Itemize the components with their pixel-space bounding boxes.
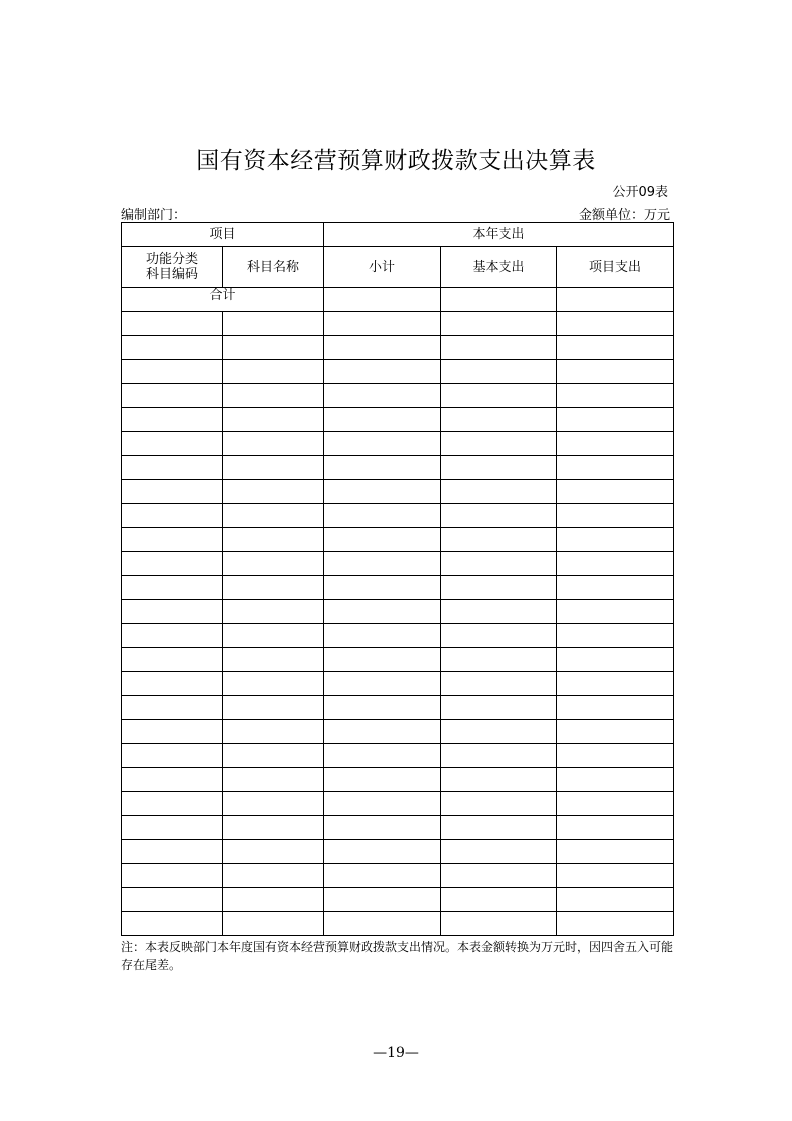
- table-cell: [223, 816, 324, 840]
- table-cell: [441, 864, 557, 888]
- table-cell: [441, 432, 557, 456]
- col-function-code-label: 功能分类 科目编码: [145, 252, 198, 282]
- table-cell: [122, 312, 223, 336]
- table-row: [122, 408, 674, 432]
- total-row: [122, 288, 674, 312]
- table-cell: [324, 840, 441, 864]
- total-label: 合计: [122, 288, 324, 312]
- table-cell: [324, 480, 441, 504]
- table-cell: [557, 696, 674, 720]
- table-cell: [324, 696, 441, 720]
- table-cell: [324, 336, 441, 360]
- table-cell: [324, 312, 441, 336]
- table-cell: [122, 840, 223, 864]
- total-project: [557, 288, 674, 312]
- table-cell: [557, 552, 674, 576]
- table-cell: [441, 504, 557, 528]
- table-cell: [122, 696, 223, 720]
- table-cell: [557, 864, 674, 888]
- footnote: 注：本表反映部门本年度国有资本经营预算财政拨款支出情况。本表金额转换为万元时，因四舍五入可能存在尾差。: [121, 940, 674, 972]
- table-cell: [122, 816, 223, 840]
- table-cell: [441, 648, 557, 672]
- table-cell: [324, 360, 441, 384]
- table-cell: [324, 408, 441, 432]
- table-row: [122, 552, 674, 576]
- table-row: [122, 912, 674, 936]
- table-cell: [557, 576, 674, 600]
- table-cell: [324, 576, 441, 600]
- table-cell: [441, 528, 557, 552]
- table-cell: [122, 504, 223, 528]
- table-row: [122, 768, 674, 792]
- table-cell: [122, 720, 223, 744]
- table-cell: [441, 360, 557, 384]
- table-cell: [441, 576, 557, 600]
- table-row: [122, 528, 674, 552]
- table-cell: [441, 768, 557, 792]
- table-cell: [441, 312, 557, 336]
- table-row: [122, 744, 674, 768]
- table-cell: [223, 840, 324, 864]
- table-cell: [324, 816, 441, 840]
- table-cell: [223, 576, 324, 600]
- col-project: 项目支出: [557, 247, 674, 288]
- table-cell: [223, 888, 324, 912]
- table-row: [122, 816, 674, 840]
- table-row: [122, 360, 674, 384]
- table-cell: [557, 720, 674, 744]
- table-row: [122, 480, 674, 504]
- table-cell: [122, 624, 223, 648]
- header-current-year: 本年支出: [324, 223, 674, 247]
- header-row-1: [122, 223, 674, 247]
- table-cell: [122, 432, 223, 456]
- table-cell: [441, 408, 557, 432]
- table-row: [122, 888, 674, 912]
- table-cell: [441, 672, 557, 696]
- table-row: [122, 792, 674, 816]
- table-cell: [557, 840, 674, 864]
- table-cell: [557, 432, 674, 456]
- table-cell: [557, 672, 674, 696]
- table-cell: [441, 480, 557, 504]
- col-basic: 基本支出: [441, 247, 557, 288]
- table-cell: [441, 912, 557, 936]
- table-cell: [223, 360, 324, 384]
- table-cell: [441, 624, 557, 648]
- table-cell: [324, 504, 441, 528]
- table-cell: [557, 816, 674, 840]
- table-cell: [557, 384, 674, 408]
- table-cell: [122, 888, 223, 912]
- table-cell: [557, 360, 674, 384]
- table-row: [122, 624, 674, 648]
- table-cell: [557, 888, 674, 912]
- header-item: 项目: [122, 223, 324, 247]
- table-cell: [122, 912, 223, 936]
- table-cell: [122, 864, 223, 888]
- department-label: 编制部门：: [121, 208, 187, 223]
- table-cell: [122, 360, 223, 384]
- page-number: —19—: [373, 1045, 419, 1061]
- table-row: [122, 648, 674, 672]
- table-cell: [122, 576, 223, 600]
- table-cell: [441, 720, 557, 744]
- table-cell: [441, 696, 557, 720]
- table-row: [122, 432, 674, 456]
- table-row: [122, 384, 674, 408]
- table-cell: [557, 336, 674, 360]
- table-cell: [324, 456, 441, 480]
- table-cell: [223, 336, 324, 360]
- table-cell: [557, 456, 674, 480]
- table-cell: [324, 528, 441, 552]
- table-cell: [441, 792, 557, 816]
- table-cell: [557, 408, 674, 432]
- table-cell: [324, 384, 441, 408]
- table-cell: [324, 720, 441, 744]
- table-cell: [122, 384, 223, 408]
- table-cell: [557, 504, 674, 528]
- table-cell: [223, 624, 324, 648]
- total-basic: [441, 288, 557, 312]
- table-cell: [324, 672, 441, 696]
- table-cell: [122, 336, 223, 360]
- table-cell: [324, 864, 441, 888]
- table-cell: [223, 912, 324, 936]
- table-cell: [324, 624, 441, 648]
- table-cell: [223, 456, 324, 480]
- table-row: [122, 672, 674, 696]
- table-cell: [557, 792, 674, 816]
- header-row-2: [122, 247, 674, 288]
- table-cell: [223, 528, 324, 552]
- table-cell: [223, 648, 324, 672]
- table-cell: [441, 840, 557, 864]
- expenditure-table: [121, 222, 674, 936]
- table-cell: [122, 792, 223, 816]
- table-cell: [122, 552, 223, 576]
- table-cell: [223, 432, 324, 456]
- table-cell: [324, 552, 441, 576]
- table-cell: [223, 768, 324, 792]
- table-cell: [122, 408, 223, 432]
- table-cell: [122, 480, 223, 504]
- table-cell: [223, 408, 324, 432]
- table-row: [122, 336, 674, 360]
- col-subject-name: 科目名称: [223, 247, 324, 288]
- table-cell: [223, 672, 324, 696]
- table-cell: [441, 384, 557, 408]
- table-cell: [557, 912, 674, 936]
- table-cell: [557, 744, 674, 768]
- table-row: [122, 456, 674, 480]
- table-cell: [324, 744, 441, 768]
- total-subtotal: [324, 288, 441, 312]
- table-cell: [122, 672, 223, 696]
- table-cell: [223, 312, 324, 336]
- table-cell: [557, 624, 674, 648]
- table-row: [122, 312, 674, 336]
- table-cell: [122, 648, 223, 672]
- table-cell: [441, 336, 557, 360]
- table-cell: [122, 528, 223, 552]
- unit-label: 金额单位：万元: [578, 208, 670, 223]
- table-row: [122, 504, 674, 528]
- table-cell: [122, 768, 223, 792]
- table-row: [122, 600, 674, 624]
- table-cell: [324, 768, 441, 792]
- table-cell: [122, 744, 223, 768]
- table-cell: [223, 600, 324, 624]
- table-row: [122, 864, 674, 888]
- form-code: 公开09表: [612, 185, 668, 200]
- table-row: [122, 840, 674, 864]
- table-cell: [441, 816, 557, 840]
- table-cell: [557, 480, 674, 504]
- table-cell: [324, 792, 441, 816]
- table-cell: [223, 696, 324, 720]
- table-cell: [441, 456, 557, 480]
- table-row: [122, 720, 674, 744]
- table-cell: [441, 744, 557, 768]
- table-cell: [557, 768, 674, 792]
- table-cell: [223, 792, 324, 816]
- table-cell: [223, 552, 324, 576]
- col-function-code: [122, 247, 223, 288]
- table-cell: [223, 720, 324, 744]
- table-cell: [223, 744, 324, 768]
- table-cell: [557, 648, 674, 672]
- table-cell: [223, 384, 324, 408]
- table-cell: [122, 456, 223, 480]
- table-cell: [557, 600, 674, 624]
- table-cell: [557, 312, 674, 336]
- table-cell: [223, 864, 324, 888]
- table-cell: [223, 504, 324, 528]
- table-cell: [441, 888, 557, 912]
- table-cell: [223, 480, 324, 504]
- table-cell: [324, 912, 441, 936]
- table-row: [122, 696, 674, 720]
- table-cell: [441, 600, 557, 624]
- page-title: 国有资本经营预算财政拨款支出决算表: [196, 148, 596, 174]
- table-cell: [324, 648, 441, 672]
- table-cell: [557, 528, 674, 552]
- table-cell: [324, 432, 441, 456]
- col-subtotal: 小计: [324, 247, 441, 288]
- table-cell: [324, 888, 441, 912]
- table-cell: [324, 600, 441, 624]
- table-cell: [441, 552, 557, 576]
- table-cell: [122, 600, 223, 624]
- table-row: [122, 576, 674, 600]
